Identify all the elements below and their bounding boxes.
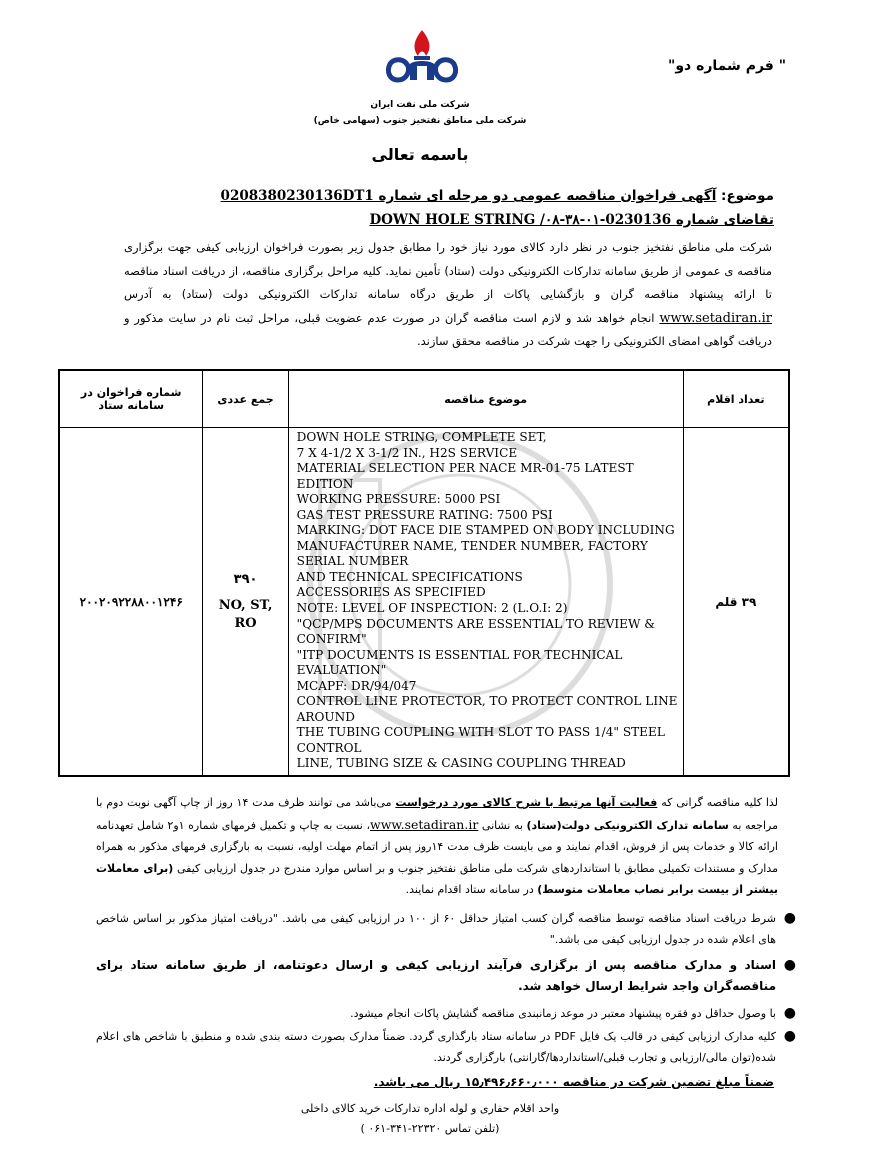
total-cell [203,428,288,777]
table-row [59,428,789,777]
intro-paragraph: شرکت ملی مناطق نفتخیز جنوب در نظر دارد کالای مورد نیاز خود را مطابق جدول زیر بصورت فراخوان ارزیابی کیفی جهت برگزاری مناقصه ی عمومی از طریق سامانه تدارکات الکترونیکی دولت (ستاد) تأمین نماید. کلیه مراحل برگزاری مناقصه، از دریافت اسناد مناقصه تا ارائه پیشنهاد مناقصه گران و بازگشایی پاکات از طریق درگاه سامانه تدارکات الکترونیکی دولت (ستاد) به آدرس www.setadiran.ir انجام خواهد شد و لازم است مناقصه گران در صورت عدم عضویت قبلی، مراحل ثبت نام در سایت مذکور و دریافت گواهی امضای الکترونیکی را جهت شرکت در مناقصه محقق سازند. [124,240,772,348]
header-subject: موضوع مناقصه [288,370,683,428]
description-line: EVALUATION" [296,663,387,678]
description-line: CONFIRM" [296,632,367,647]
contact-phone: (تلفن تماس ۲۲۳۲۰-۳۴۱-۰۶۱ ) [360,1122,500,1135]
description-line: MARKING: DOT FACE DIE STAMPED ON BODY INCLUDING [296,523,675,538]
description-line: 7 X 4-1/2 X 3-1/2 IN., H2S SERVICE [296,445,518,460]
item-count-cell: ۳۹ قلم [683,428,789,777]
description-line: CONTROL LINE PROTECTOR, TO PROTECT CONTROL LINE [296,694,678,709]
total-units: NO, ST, [218,597,273,613]
list-item: ● اسناد و مدارک مناقصه پس از برگزاری فرآیند ارزیابی کیفی و ارسال دعوتنامه، از طریق سامانه ستاد برای مناقصه‌گران واجد شرایط ارسال خواهد شد. [96,957,796,993]
list-item: ● با وصول حداقل دو فقره پیشنهاد معتبر در موعد زمانبندی مناقصه گشایش پاکات انجام میشود. [96,1003,796,1024]
description-line: AND TECHNICAL SPECIFICATIONS [296,569,523,584]
description-line: "QCP/MPS DOCUMENTS ARE ESSENTIAL TO REVIEW & [296,616,656,631]
header-tender-number: شماره فراخوان در سامانه ستاد [59,370,203,428]
description-line: SERIAL NUMBER [296,554,409,569]
instructions-paragraph: لذا کلیه مناقصه گرانی که فعالیت آنها مرتبط با شرح کالای مورد درخواست می‌باشد می توانند ظرف مدت ۱۴ روز از چاپ آگهی نوبت دوم با مراجعه به سامانه تدارک الکترونیکی دولت(ستاد) به نشانی www.setadiran.ir، نسبت به چاپ و تکمیل فرمهای شماره ۱و۲ شامل تعهدنامه ارائه کالا و خدمات پس از فروش، اقدام نمایند و می بایست ظرف مدت ۱۴روز پس از اتمام مهلت اولیه، نسبت به بارگزاری فرمهای مذکور به همراه مدارک و مستندات تکمیلی مطابق با استانداردهای شرکت ملی مناطق نفتخیز جنوب و بر اساس موارد مندرج در جدول ارزیابی کیفی (برای معاملات بیشتر از بیست برابر نصاب معاملات متوسط) در سامانه ستاد اقدام نمایند. [96,796,779,896]
description-line: WORKING PRESSURE: 5000 PSI [296,492,501,507]
list-item: ● شرط دریافت اسناد مناقصه توسط مناقصه گران کسب امتیاز حداقل ۶۰ از ۱۰۰ در ارزیابی کیفی می باشد. "دریافت امتیاز مذکور بر اساس شاخص های اعلام شده در جدول ارزیابی کیفی می باشد." [96,910,796,946]
description-line: ACCESSORIES AS SPECIFIED [296,585,486,600]
request-title: DOWN HOLE STRING [369,212,536,228]
tender-table [58,369,790,777]
description-cell [288,428,683,777]
total-units-2: RO [234,615,257,631]
description-line: DOWN HOLE STRING, COMPLETE SET, [296,430,547,444]
tender-number: 0208380230136DT1 [220,188,374,204]
header-total: جمع عددی [203,370,288,428]
request-number: 0230136-۰۱-۳۸-۰۸/ [540,212,672,228]
nioc-logo-icon [384,28,460,88]
description-line: CONTROL [296,740,362,755]
list-item: ● کلیه مدارک ارزیابی کیفی در قالب یک فایل PDF در سامانه ستاد بارگذاری گردد. ضمناً مدارک بصورت دسته بندی شده و منطبق با شاخص های اعلام شده(توان مالی/ارزیابی و تجارب قبلی/استانداردها/گارانتی) بارگزاری گردند. [96,1028,796,1064]
description-line: THE TUBING COUPLING WITH SLOT TO PASS 1/4" STEEL [296,725,665,740]
description-line: NOTE: LEVEL OF INSPECTION: 2 (L.O.I: 2) [296,601,568,616]
form-number-label: " فرم شماره دو" [668,58,786,74]
request-line [369,212,774,228]
table-header-row [59,370,789,428]
description-line: MATERIAL SELECTION PER NACE MR-01-75 LATEST [296,461,634,476]
bullet-icon: ● [783,1028,796,1044]
description-line: AROUND [296,709,355,724]
setadiran-link[interactable]: www.setadiran.ir [659,310,772,326]
company-name: شرکت ملی نفت ایران [370,100,470,110]
description-line: GAS TEST PRESSURE RATING: 7500 PSI [296,507,553,522]
bismillah-heading: باسمه تعالی [371,145,469,164]
header-item-count: تعداد اقلام [683,370,789,428]
description-line: LINE, TUBING SIZE & CASING COUPLING THREAD [296,756,626,771]
total-number: ۳۹۰ [233,571,258,587]
issuing-unit: واحد اقلام حفاری و لوله اداره تدارکات خرید کالای داخلی [300,1102,560,1115]
company-subsidiary-name: شرکت ملی مناطق نفتخیز جنوب (سهامی خاص) [313,116,527,126]
bullet-icon: ● [783,957,796,973]
description-line: EDITION [296,476,354,491]
description-line: MANUFACTURER NAME, TENDER NUMBER, FACTORY [296,538,648,553]
request-info: تقاضای شماره 0230136-۰۱-۳۸-۰۸/ DOWN HOLE STRING [369,212,774,228]
subject-line [221,188,774,204]
description-line: "ITP DOCUMENTS IS ESSENTIAL FOR TECHNICAL [296,647,623,662]
guarantee-amount: ضمناً مبلغ تضمین شرکت در مناقصه ۱۵٫۴۹۶٫۶۶۰٫۰۰۰ ریال می باشد. [373,1075,774,1089]
subject-label: موضوع: [721,188,774,204]
setadiran-link-2[interactable]: www.setadiran.ir [370,816,479,832]
bullet-icon: ● [783,910,796,926]
description-line: MCAPF: DR/94/047 [296,678,417,693]
subject-title: آگهی فراخوان مناقصه عمومی دو مرحله ای شماره 0208380230136DT1 [220,188,717,204]
bullet-icon: ● [783,1005,796,1021]
tender-number-cell: ۲۰۰۲۰۹۲۲۸۸۰۰۱۲۴۶ [59,428,203,777]
